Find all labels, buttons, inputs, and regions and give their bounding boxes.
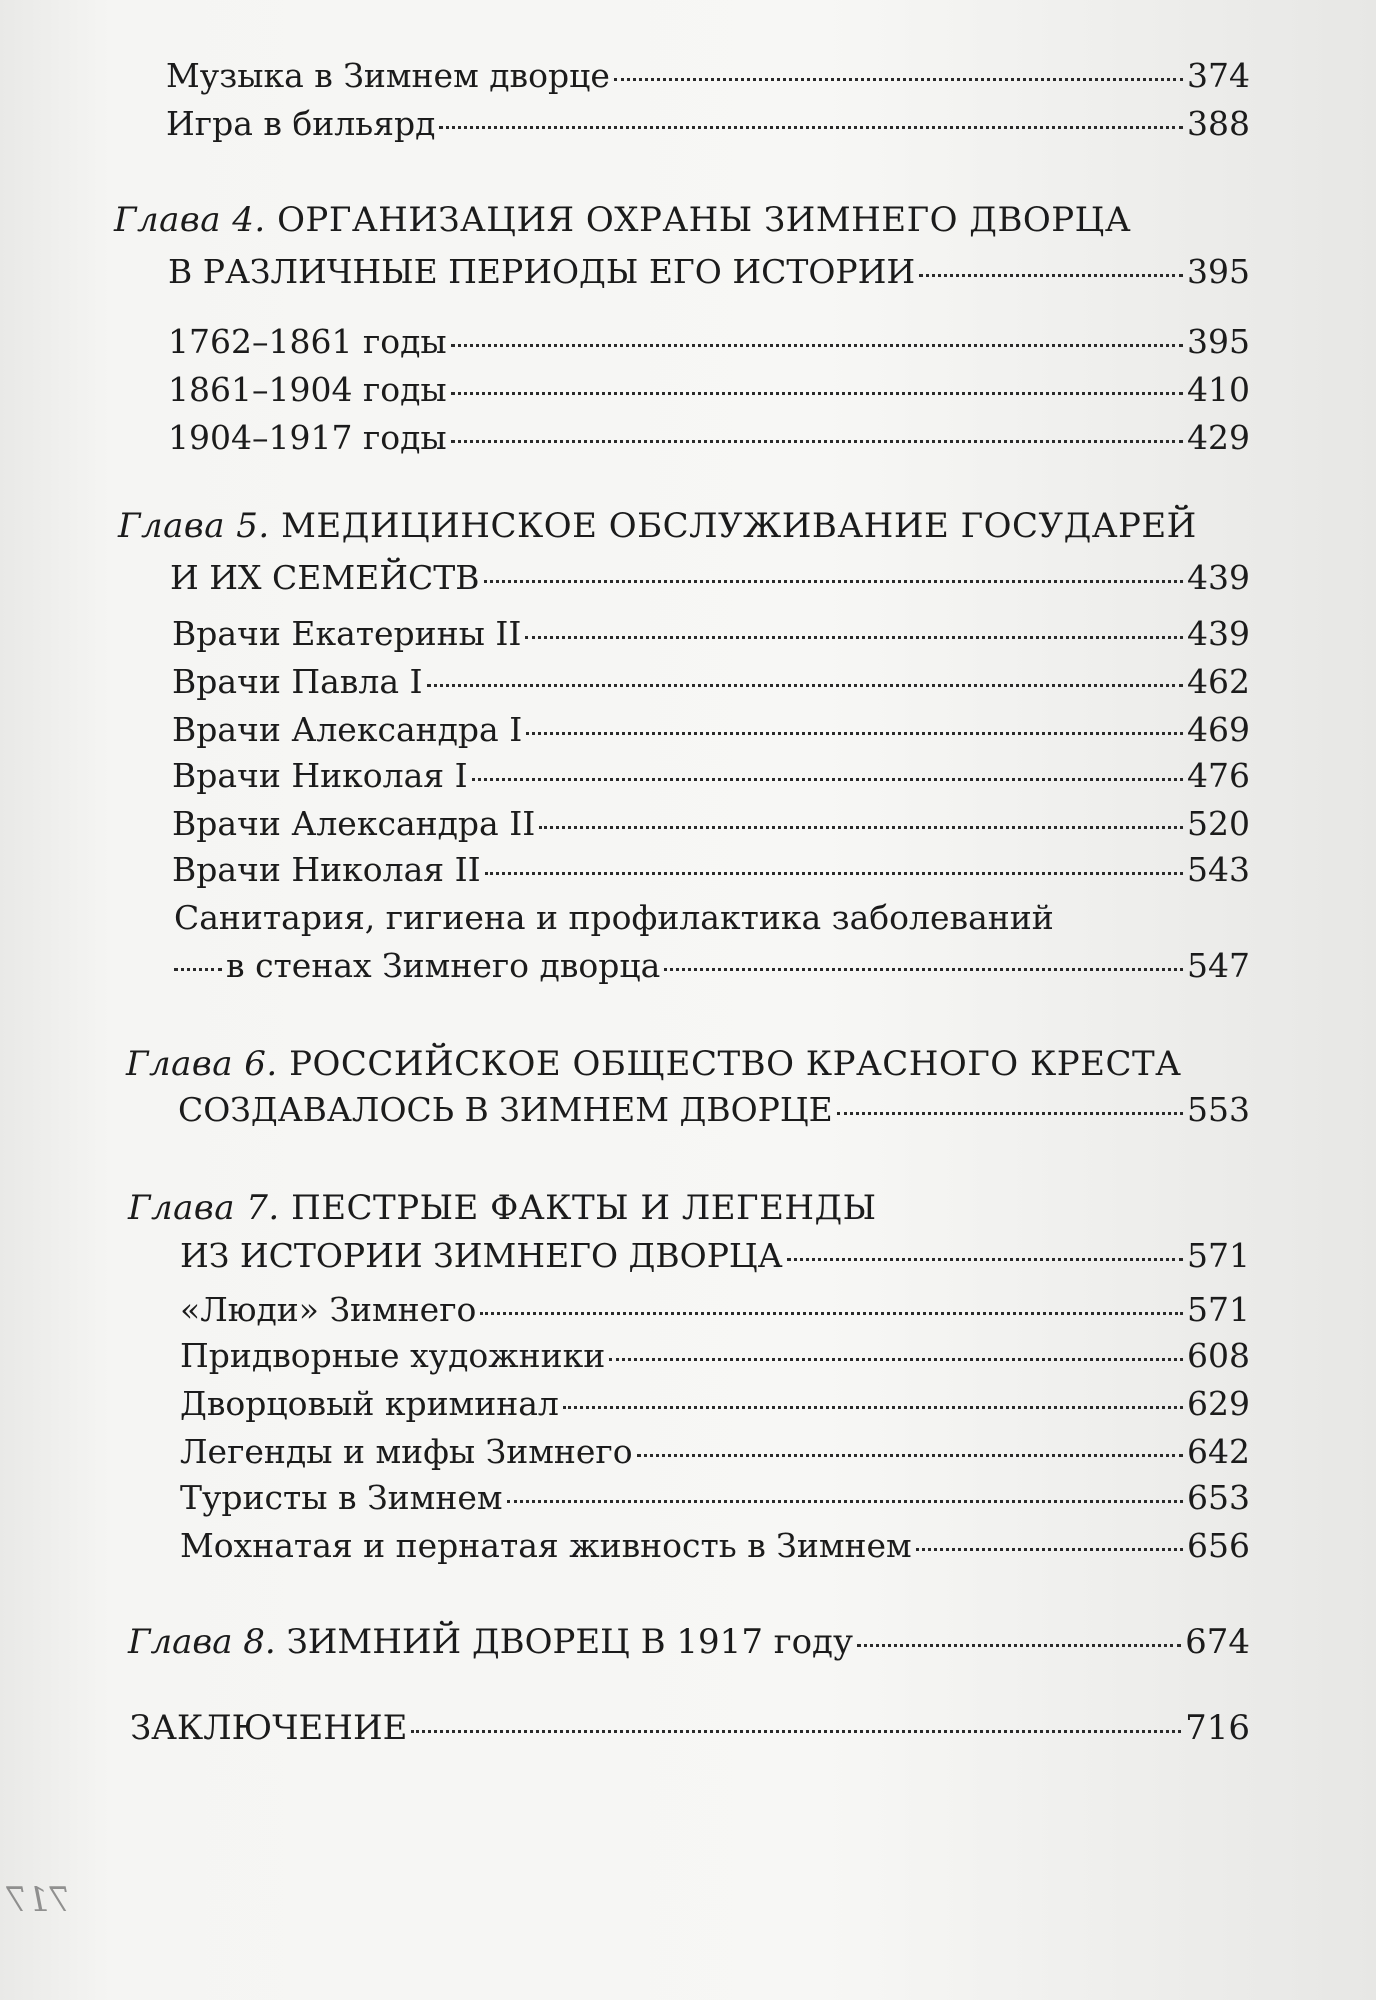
toc-entry-page: 543 bbox=[1187, 850, 1250, 889]
chapter-label: Глава 8. bbox=[128, 1622, 276, 1662]
leader-dots bbox=[525, 636, 1183, 639]
chapter-heading-line bbox=[170, 558, 1250, 598]
toc-entry-title: Дворцовый криминал bbox=[180, 1384, 559, 1423]
toc-entry bbox=[168, 418, 1250, 458]
chapter-heading-line bbox=[180, 1236, 1250, 1276]
toc-entry bbox=[180, 1526, 1250, 1566]
toc-entry-title-line1: Санитария, гигиена и профилактика заболеваний bbox=[174, 898, 1054, 937]
leader-dots bbox=[472, 778, 1183, 781]
toc-entry-title: Врачи Екатерины II bbox=[172, 614, 522, 653]
chapter-heading-line bbox=[128, 1622, 1250, 1662]
toc-entry bbox=[174, 946, 1250, 986]
toc-entry-title: Врачи Николая I bbox=[172, 756, 468, 795]
conclusion-title: ЗАКЛЮЧЕНИЕ bbox=[130, 1708, 408, 1748]
toc-entry-title: Придворные художники bbox=[180, 1336, 606, 1375]
chapter-heading-line bbox=[168, 252, 1250, 292]
toc-entry-page: 571 bbox=[1187, 1290, 1250, 1329]
toc-entry-title: Врачи Павла I bbox=[172, 662, 423, 701]
toc-entry-title: 1861–1904 годы bbox=[168, 370, 447, 409]
chapter-page: 395 bbox=[1187, 252, 1250, 291]
leader-dots bbox=[664, 968, 1183, 971]
chapter-label: Глава 7. bbox=[128, 1188, 280, 1228]
leader-dots bbox=[174, 968, 222, 971]
leader-dots bbox=[637, 1454, 1183, 1457]
toc-entry-page: 629 bbox=[1187, 1384, 1250, 1423]
leader-dots bbox=[526, 732, 1183, 735]
toc-entry-page: 642 bbox=[1187, 1432, 1250, 1471]
leader-dots bbox=[451, 392, 1183, 395]
conclusion-page: 716 bbox=[1185, 1708, 1250, 1748]
toc-entry-title: Туристы в Зимнем bbox=[180, 1478, 503, 1517]
toc-entry-page: 476 bbox=[1187, 756, 1250, 795]
toc-entry bbox=[180, 1384, 1250, 1424]
leader-dots bbox=[439, 126, 1183, 129]
chapter-title-continued: СОЗДАВАЛОСЬ В ЗИМНЕМ ДВОРЦЕ bbox=[178, 1090, 833, 1129]
toc-entry-title: «Люди» Зимнего bbox=[180, 1290, 477, 1329]
leader-dots bbox=[507, 1500, 1183, 1503]
toc-entry-title: Музыка в Зимнем дворце bbox=[166, 56, 610, 95]
toc-entry-page: 469 bbox=[1187, 710, 1250, 749]
leader-dots bbox=[609, 1358, 1183, 1361]
leader-dots bbox=[857, 1644, 1181, 1647]
toc-entry-page: 439 bbox=[1187, 614, 1250, 653]
leader-dots bbox=[427, 684, 1183, 687]
chapter-heading bbox=[114, 200, 1131, 240]
toc-entry bbox=[172, 850, 1250, 890]
toc-entry bbox=[166, 56, 1250, 96]
toc-entry-page: 410 bbox=[1187, 370, 1250, 409]
toc-entry bbox=[168, 370, 1250, 410]
chapter-page: 439 bbox=[1187, 558, 1250, 597]
chapter-page: 674 bbox=[1185, 1622, 1250, 1662]
chapter-title-continued: В РАЗЛИЧНЫЕ ПЕРИОДЫ ЕГО ИСТОРИИ bbox=[168, 252, 916, 291]
toc-entry-page: 388 bbox=[1187, 104, 1250, 143]
leader-dots bbox=[919, 274, 1183, 277]
leader-dots bbox=[411, 1730, 1181, 1733]
leader-dots bbox=[787, 1258, 1183, 1261]
toc-entry bbox=[172, 710, 1250, 750]
toc-entry-title: Врачи Николая II bbox=[172, 850, 481, 889]
leader-dots bbox=[480, 1312, 1183, 1315]
leader-dots bbox=[451, 344, 1183, 347]
leader-dots bbox=[484, 580, 1183, 583]
toc-entry bbox=[180, 1478, 1250, 1518]
toc-entry bbox=[172, 804, 1250, 844]
chapter-heading bbox=[118, 506, 1197, 546]
leader-dots bbox=[563, 1406, 1183, 1409]
toc-entry-page: 547 bbox=[1187, 946, 1250, 985]
toc-entry-title-line2: в стенах Зимнего дворца bbox=[226, 946, 661, 985]
toc-entry-page: 429 bbox=[1187, 418, 1250, 457]
chapter-title: МЕДИЦИНСКОЕ ОБСЛУЖИВАНИЕ ГОСУДАРЕЙ bbox=[281, 506, 1197, 546]
toc-entry-title: Игра в бильярд bbox=[166, 104, 436, 143]
toc-entry-page: 520 bbox=[1187, 804, 1250, 843]
toc-entry bbox=[130, 1708, 1250, 1748]
toc-entry bbox=[180, 1336, 1250, 1376]
toc-entry bbox=[180, 1290, 1250, 1330]
toc-entry-title bbox=[174, 898, 1054, 938]
page-number: 717 bbox=[6, 1880, 71, 1920]
chapter-title: ЗИМНИЙ ДВОРЕЦ В 1917 году bbox=[286, 1622, 853, 1662]
chapter-heading bbox=[126, 1044, 1181, 1084]
toc-entry-title: 1762–1861 годы bbox=[168, 322, 447, 361]
chapter-heading-line bbox=[178, 1090, 1250, 1130]
leader-dots bbox=[539, 826, 1183, 829]
toc-entry-page: 656 bbox=[1187, 1526, 1250, 1565]
chapter-label: Глава 5. bbox=[118, 506, 270, 546]
leader-dots bbox=[837, 1112, 1183, 1115]
toc-entry bbox=[172, 662, 1250, 702]
chapter-page: 571 bbox=[1187, 1236, 1250, 1275]
toc-entry bbox=[168, 322, 1250, 362]
chapter-heading bbox=[128, 1188, 877, 1228]
chapter-title-continued: И ИХ СЕМЕЙСТВ bbox=[170, 558, 480, 597]
chapter-page: 553 bbox=[1187, 1090, 1250, 1129]
toc-entry bbox=[180, 1432, 1250, 1472]
chapter-label: Глава 4. bbox=[114, 200, 266, 240]
toc-entry-title: Врачи Александра I bbox=[172, 710, 523, 749]
toc-entry-page: 374 bbox=[1187, 56, 1250, 95]
toc-entry-title: Мохнатая и пернатая живность в Зимнем bbox=[180, 1526, 912, 1565]
toc-entry bbox=[166, 104, 1250, 144]
toc-entry-page: 395 bbox=[1187, 322, 1250, 361]
toc-entry bbox=[172, 614, 1250, 654]
leader-dots bbox=[614, 78, 1183, 81]
leader-dots bbox=[451, 440, 1183, 443]
toc-entry-title: Врачи Александра II bbox=[172, 804, 536, 843]
chapter-title: РОССИЙСКОЕ ОБЩЕСТВО КРАСНОГО КРЕСТА bbox=[289, 1044, 1182, 1084]
chapter-title-continued: ИЗ ИСТОРИИ ЗИМНЕГО ДВОРЦА bbox=[180, 1236, 783, 1275]
toc-entry-page: 653 bbox=[1187, 1478, 1250, 1517]
toc-entry-title: 1904–1917 годы bbox=[168, 418, 447, 457]
chapter-title: ОРГАНИЗАЦИЯ ОХРАНЫ ЗИМНЕГО ДВОРЦА bbox=[277, 200, 1132, 240]
chapter-heading bbox=[128, 1622, 853, 1662]
chapter-label: Глава 6. bbox=[126, 1044, 278, 1084]
toc-entry-page: 608 bbox=[1187, 1336, 1250, 1375]
toc-entry-title: Легенды и мифы Зимнего bbox=[180, 1432, 633, 1471]
leader-dots bbox=[485, 872, 1183, 875]
chapter-title: ПЕСТРЫЕ ФАКТЫ И ЛЕГЕНДЫ bbox=[291, 1188, 877, 1228]
toc-entry bbox=[172, 756, 1250, 796]
leader-dots bbox=[916, 1548, 1183, 1551]
toc-entry-page: 462 bbox=[1187, 662, 1250, 701]
